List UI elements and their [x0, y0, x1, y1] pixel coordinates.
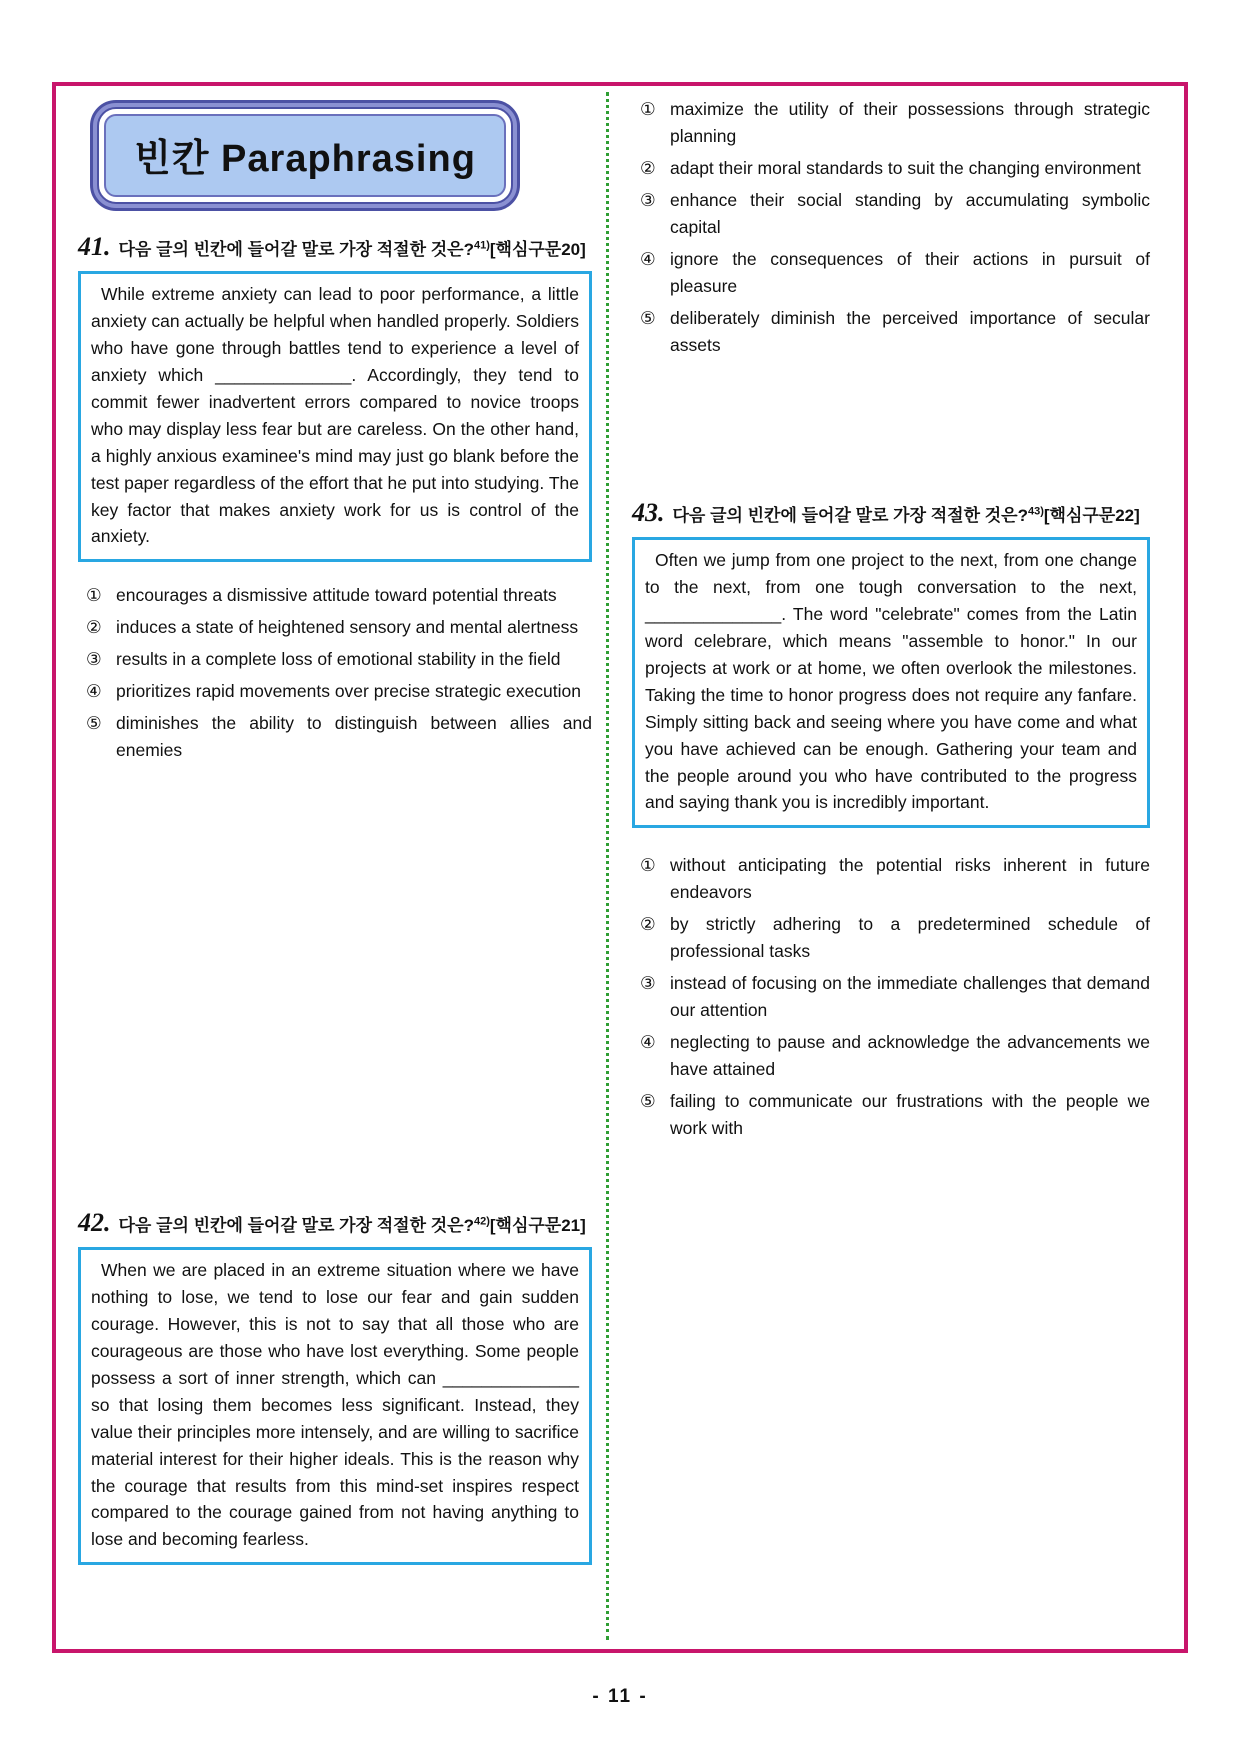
- option-item: [632, 305, 1150, 359]
- option-marker: ⑤: [86, 713, 102, 734]
- option-text: deliberately diminish the perceived importance of secular assets: [670, 307, 1150, 355]
- question-42-number: 42.: [78, 1208, 111, 1237]
- option-marker: ②: [640, 914, 656, 935]
- question-43: [632, 498, 1150, 1147]
- page-number: - 11 -: [592, 1686, 648, 1707]
- option-text: by strictly adhering to a predetermined schedule of professional tasks: [670, 914, 1150, 962]
- question-43-number: 43.: [632, 498, 665, 527]
- option-marker: ⑤: [640, 1090, 656, 1111]
- previous-question-options-list: [632, 96, 1150, 358]
- option-marker: ③: [640, 973, 656, 994]
- question-41-passage-text: While extreme anxiety can lead to poor performance, a little anxiety can actually be helpful when handled properly. Soldiers who have gone through battles tend to experience a level of anxiety which ______________. Accordingly, they tend to commit fewer inadvertent errors compared to novice troops who may display less fear but are careless. On the other hand, a highly anxious examinee's mind may just go blank before the test paper regardless of the effort that he put into studying. The key factor that makes anxiety work for us is control of the anxiety.: [91, 284, 579, 547]
- option-item: [632, 155, 1150, 182]
- option-text: without anticipating the potential risks inherent in future endeavors: [670, 855, 1150, 903]
- question-42-source-tag: [핵심구문21]: [489, 1216, 586, 1235]
- question-43-footnote-ref: 43): [1027, 505, 1044, 518]
- option-item: [78, 710, 592, 764]
- question-41: [78, 232, 592, 769]
- option-marker: ⑤: [640, 307, 656, 328]
- option-item: [632, 1029, 1150, 1083]
- question-42-header: [78, 1208, 592, 1238]
- question-41-header: [78, 232, 592, 262]
- option-marker: ③: [640, 189, 656, 210]
- option-marker: ③: [86, 649, 102, 670]
- option-item: [632, 970, 1150, 1024]
- question-42: [78, 1208, 592, 1565]
- option-item: [78, 582, 592, 609]
- option-item: [632, 852, 1150, 906]
- question-43-source-tag: [핵심구문22]: [1043, 506, 1140, 525]
- option-item: [632, 911, 1150, 965]
- option-text: neglecting to pause and acknowledge the advancements we have attained: [670, 1032, 1150, 1079]
- option-item: [78, 678, 592, 705]
- title-banner-ring: [97, 107, 513, 204]
- option-item: [632, 187, 1150, 241]
- question-41-footnote-ref: 41): [473, 239, 490, 252]
- question-43-header: [632, 498, 1150, 528]
- option-text: enhance their social standing by accumulating symbolic capital: [670, 189, 1150, 237]
- option-marker: ②: [86, 617, 102, 638]
- question-41-passage-box: [78, 271, 592, 562]
- option-text: adapt their moral standards to suit the changing environment: [670, 157, 1141, 178]
- page-title: 빈칸 Paraphrasing: [104, 114, 506, 197]
- option-text: ignore the consequences of their actions in pursuit of pleasure: [670, 248, 1150, 296]
- option-marker: ④: [86, 681, 102, 702]
- option-marker: ①: [640, 99, 656, 119]
- question-41-source-tag: [핵심구문20]: [489, 240, 586, 259]
- question-43-prompt: 다음 글의 빈칸에 들어갈 말로 가장 적절한 것은?: [672, 506, 1028, 525]
- question-41-options: [78, 582, 592, 764]
- option-text: diminishes the ability to distinguish between allies and enemies: [116, 713, 592, 761]
- option-text: encourages a dismissive attitude toward potential threats: [116, 585, 557, 606]
- question-42-passage-text: When we are placed in an extreme situation where we have nothing to lose, we tend to lose our fear and gain sudden courage. However, this is not to say that all those who are courageous are those who have lost everything. Some people possess a sort of inner strength, which can ______________ so that losing them becomes less significant. Instead, they value their principles more intensely, and are willing to sacrifice material interest for their higher ideals. This is the reason why the courage that results from this mind-set inspires respect compared to the courage gained from not having anything to lose and becoming fearless.: [91, 1260, 579, 1550]
- option-marker: ④: [640, 248, 656, 269]
- question-43-passage-text: Often we jump from one project to the next, from one change to the next, from one tough conversation to the next, ______________. The word "celebrate" comes from the Latin word celebrare, which means "assemble to honor." In our projects at work or at home, we often overlook the milestones. Taking the time to honor progress does not require any fanfare. Simply sitting back and seeing where you have come and what you have achieved can be enough. Gathering your team and the people around you who have contributed to the progress and saying thank you is incredibly important.: [645, 550, 1137, 813]
- option-text: results in a complete loss of emotional stability in the field: [116, 649, 561, 670]
- option-item: [632, 1088, 1150, 1142]
- question-41-prompt: 다음 글의 빈칸에 들어갈 말로 가장 적절한 것은?: [118, 240, 474, 259]
- question-42-prompt: 다음 글의 빈칸에 들어갈 말로 가장 적절한 것은?: [118, 1216, 474, 1235]
- option-marker: ②: [640, 157, 656, 178]
- question-42-footnote-ref: 42): [473, 1215, 490, 1228]
- option-marker: ①: [640, 855, 656, 876]
- option-marker: ④: [640, 1032, 656, 1052]
- option-item: [632, 246, 1150, 300]
- column-divider: [606, 92, 609, 1640]
- option-text: maximize the utility of their possessions through strategic planning: [670, 99, 1150, 146]
- option-text: failing to communicate our frustrations with the people we work with: [670, 1090, 1150, 1138]
- option-text: induces a state of heightened sensory and mental alertness: [116, 617, 579, 638]
- previous-question-options: [632, 96, 1150, 363]
- question-42-passage-box: [78, 1247, 592, 1565]
- question-43-options: [632, 852, 1150, 1141]
- option-text: instead of focusing on the immediate challenges that demand our attention: [670, 973, 1150, 1021]
- question-41-number: 41.: [78, 232, 111, 261]
- option-text: prioritizes rapid movements over precise strategic execution: [116, 681, 581, 702]
- question-43-passage-box: [632, 537, 1150, 828]
- option-marker: ①: [86, 585, 102, 606]
- title-banner: [90, 100, 520, 211]
- option-item: [78, 614, 592, 641]
- option-item: [632, 96, 1150, 150]
- option-item: [78, 646, 592, 673]
